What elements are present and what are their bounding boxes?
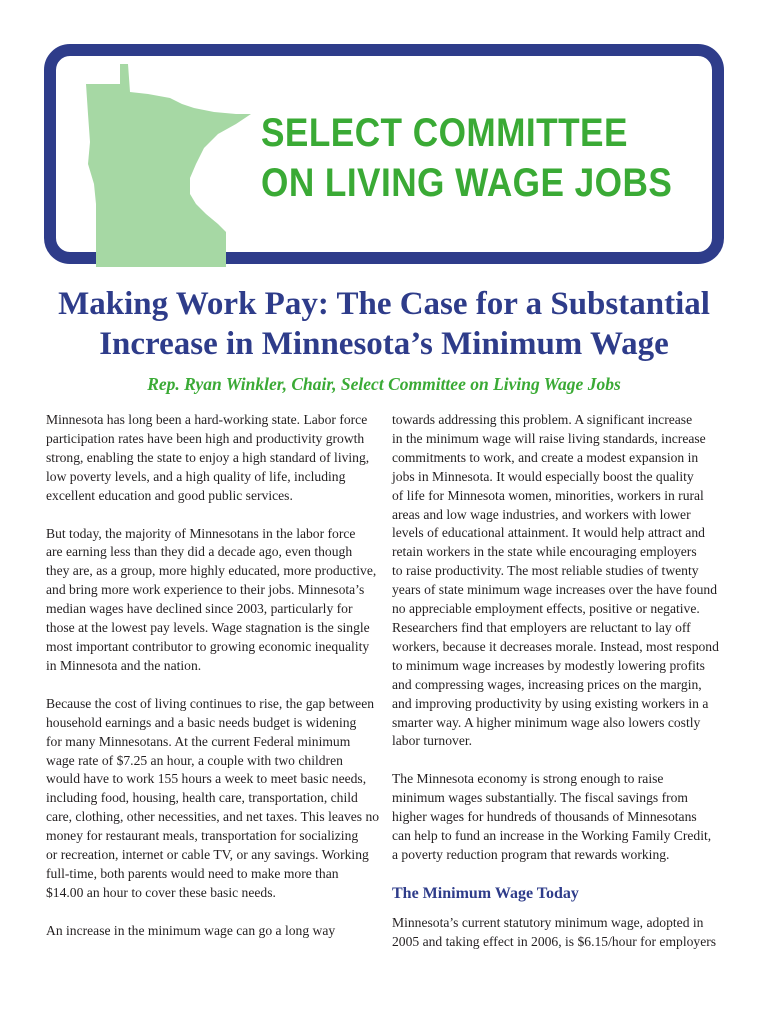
text-line: full-time, both parents would need to make more than (46, 865, 339, 881)
paragraph (46, 922, 380, 941)
paragraph (46, 695, 380, 903)
text-line: higher wages for hundreds of thousands of Minnesotans (392, 809, 697, 825)
text-line: labor turnover. (392, 733, 473, 749)
text-line: and bring more work experience to their jobs. Minnesota’s (46, 582, 365, 598)
section-heading: The Minimum Wage Today (392, 884, 579, 902)
text-line: can help to fund an increase in the Working Family Credit, (392, 828, 712, 844)
paragraph (392, 411, 724, 751)
right-column (392, 411, 724, 971)
committee-banner (44, 44, 724, 264)
paragraph (392, 914, 724, 952)
text-line: The Minnesota economy is strong enough to raise (392, 771, 664, 787)
text-line: or recreation, internet or cable TV, or any savings. Working (46, 847, 369, 863)
text-line: median wages have declined since 2003, particularly for (46, 601, 353, 617)
page-title-line1: Making Work Pay: The Case for a Substantial (58, 286, 710, 322)
text-line: money for restaurant meals, transportation for socializing (46, 828, 359, 844)
text-line: are earning less than they did a decade ago, even though (46, 544, 353, 560)
text-line: no appreciable employment effects, positive or negative. (392, 601, 700, 617)
text-line: jobs in Minnesota. It would especially boost the quality (392, 468, 694, 484)
text-line: workers, because it decreases morale. Instead, most respond (392, 638, 719, 654)
page-title-line2: Increase in Minnesota’s Minimum Wage (99, 326, 669, 362)
text-line: low poverty levels, and a high quality of life, including (46, 468, 346, 484)
text-line: 2005 and taking effect in 2006, is $6.15/hour for employers (392, 933, 717, 949)
text-line: Minnesota’s current statutory minimum wage, adopted in (392, 914, 704, 930)
minnesota-shape (86, 64, 251, 267)
text-line: household earnings and a basic needs budget is widening (46, 714, 357, 730)
text-line: minimum wages substantially. The fiscal savings from (392, 790, 688, 806)
text-line: in the minimum wage will raise living standards, increase (392, 430, 706, 446)
text-line: Minnesota has long been a hard-working state. Labor force (46, 412, 368, 427)
paragraph (46, 525, 380, 676)
text-line: of life for Minnesota women, minorities, workers in rural (392, 487, 704, 503)
committee-title (261, 108, 672, 208)
text-line: for many Minnesotans. At the current Federal minimum (46, 733, 351, 749)
committee-title-line2: ON LIVING WAGE JOBS (261, 161, 673, 205)
text-line: to minimum wage increases by modestly lowering profits (392, 657, 705, 673)
text-line: to raise productivity. The most reliable studies of twenty (392, 563, 699, 579)
text-line: care, clothing, other necessities, and net taxes. This leaves no (46, 809, 380, 825)
text-line: and improving productivity by using existing workers in a (392, 695, 709, 711)
text-line: they are, as a group, more highly educated, more productive, (46, 563, 377, 579)
text-line: including food, housing, health care, transportation, child (46, 790, 358, 806)
text-line: excellent education and good public services. (46, 487, 293, 503)
text-line: levels of educational attainment. It would help attract and (392, 525, 705, 541)
text-line: those at the lowest pay levels. Wage stagnation is the single (46, 620, 370, 636)
author-byline: Rep. Ryan Winkler, Chair, Select Committee on Living Wage Jobs (147, 374, 621, 394)
text-line: and compressing wages, increasing prices on the margin, (392, 676, 702, 692)
paragraph (392, 770, 724, 865)
text-line: would have to work 155 hours a week to meet basic needs, (46, 771, 367, 787)
text-line: strong, enabling the state to enjoy a high standard of living, (46, 449, 370, 465)
text-line: smarter way. A higher minimum wage also lowers costly (392, 714, 701, 730)
text-line: Because the cost of living continues to rise, the gap between (46, 695, 375, 711)
committee-title-line1: SELECT COMMITTEE (261, 111, 628, 155)
text-line: wage rate of $7.25 an hour, a couple with two children (46, 752, 343, 768)
text-line: in Minnesota and the nation. (46, 657, 202, 673)
text-line: years of state minimum wage increases over the have found (392, 582, 718, 598)
text-line: An increase in the minimum wage can go a long way (46, 922, 336, 938)
text-line: $14.00 an hour to cover these basic needs. (46, 884, 276, 900)
minnesota-state-icon (86, 64, 251, 267)
text-line: areas and low wage industries, and workers with lower (392, 506, 691, 522)
text-line: participation rates have been high and productivity growth (46, 430, 365, 446)
text-line: But today, the majority of Minnesotans in the labor force (46, 525, 356, 541)
page-title (0, 284, 768, 364)
paragraph (46, 411, 380, 506)
text-line: towards addressing this problem. A significant increase (392, 412, 693, 427)
text-line: retain workers in the state while encouraging employers (392, 544, 697, 560)
text-line: Researchers find that employers are reluctant to lay off (392, 619, 691, 635)
text-line: most important contributor to growing economic inequality (46, 638, 370, 654)
text-line: commitments to work, and create a modest expansion in (392, 449, 699, 465)
left-column (46, 411, 380, 960)
text-line: a poverty reduction program that rewards working. (392, 846, 670, 862)
